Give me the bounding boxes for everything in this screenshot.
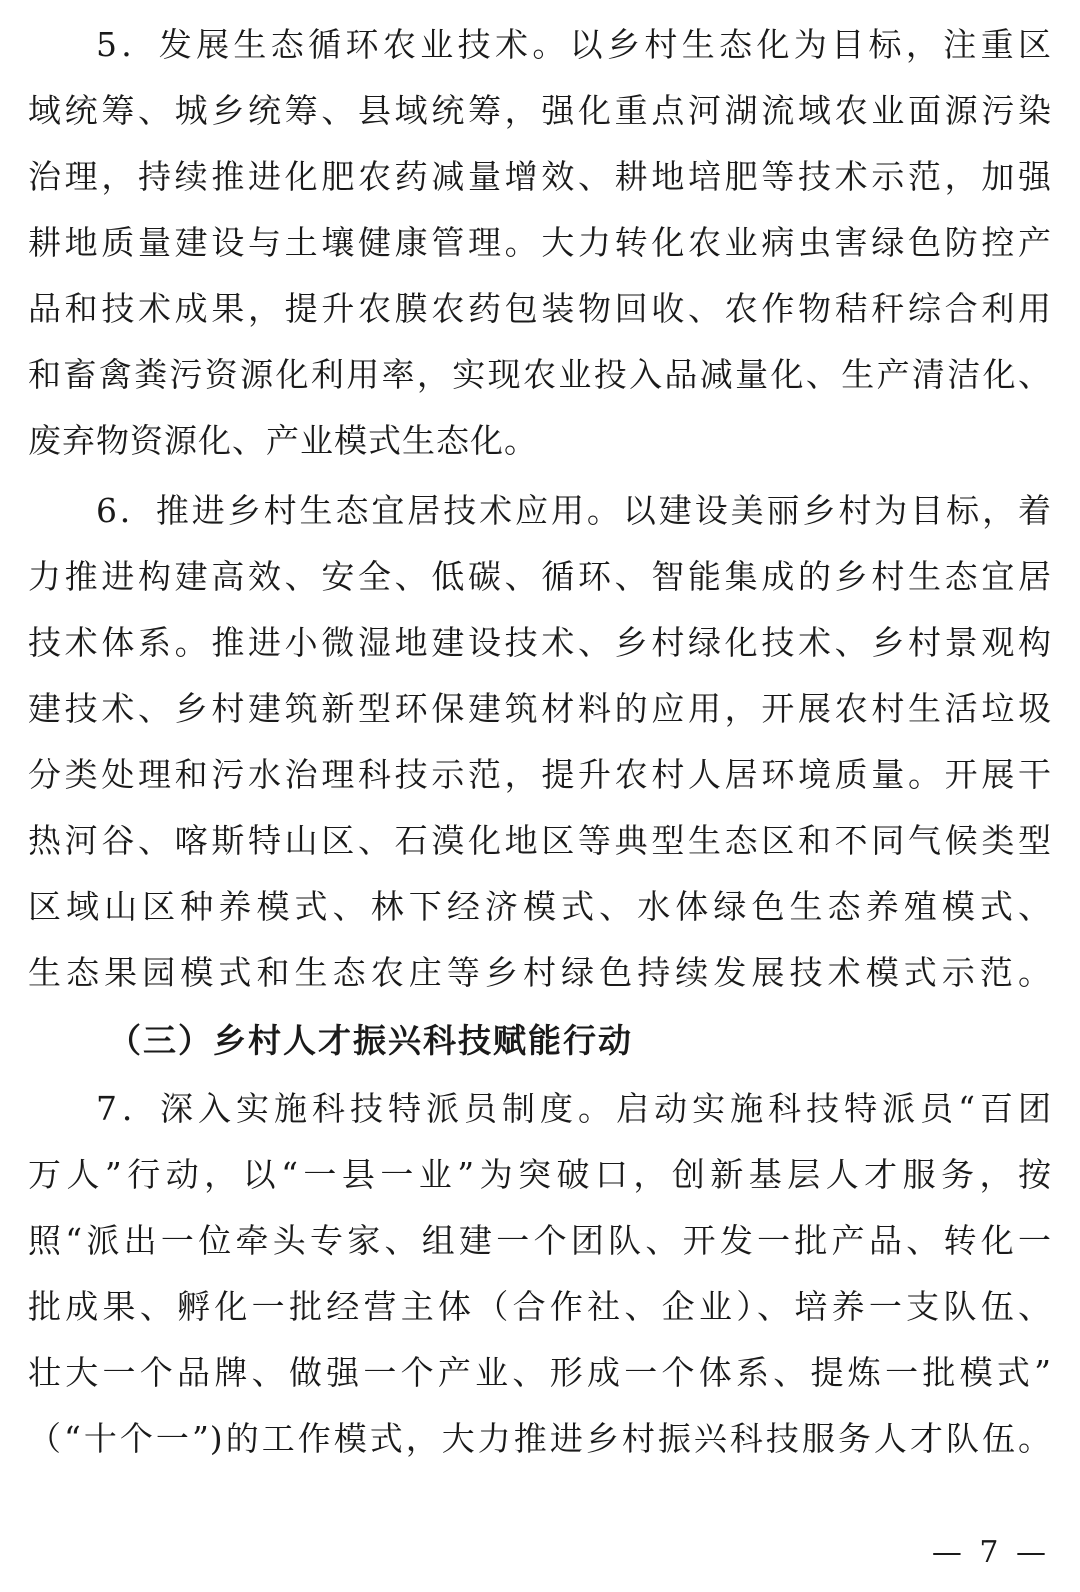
text-line: 建技术、乡村建筑新型环保建筑材料的应用，开展农村生活垃圾 <box>28 689 1052 728</box>
text-line: 技术体系。推进小微湿地建设技术、乡村绿化技术、乡村景观构 <box>28 623 1052 662</box>
text-line: 7．深入实施科技特派员制度。启动实施科技特派员“百团 <box>96 1089 1052 1128</box>
text-line: 废弃物资源化、产业模式生态化。 <box>28 421 538 460</box>
text-line: 壮大一个品牌、做强一个产业、形成一个体系、提炼一批模式” <box>28 1353 1052 1392</box>
text-line: 万人”行动，以“一县一业”为突破口，创新基层人才服务，按 <box>28 1155 1052 1194</box>
text-line: 区域山区种养模式、林下经济模式、水体绿色生态养殖模式、 <box>28 887 1052 926</box>
text-line: 生态果园模式和生态农庄等乡村绿色持续发展技术模式示范。 <box>28 953 1052 992</box>
text-line: 分类处理和污水治理科技示范，提升农村人居环境质量。开展干 <box>28 755 1052 794</box>
page-number: — 7 — <box>931 1535 1050 1570</box>
text-line: 耕地质量建设与土壤健康管理。大力转化农业病虫害绿色防控产 <box>28 223 1052 262</box>
section-heading: （三）乡村人才振兴科技赋能行动 <box>108 1021 633 1060</box>
text-line: 品和技术成果，提升农膜农药包装物回收、农作物秸秆综合利用 <box>28 289 1052 328</box>
text-line: 和畜禽粪污资源化利用率，实现农业投入品减量化、生产清洁化、 <box>28 355 1052 394</box>
text-line: 热河谷、喀斯特山区、石漠化地区等典型生态区和不同气候类型 <box>28 821 1052 860</box>
text-line: 6．推进乡村生态宜居技术应用。以建设美丽乡村为目标，着 <box>96 491 1052 530</box>
text-line: 批成果、孵化一批经营主体（合作社、企业）、培养一支队伍、 <box>28 1287 1052 1326</box>
text-line: 5．发展生态循环农业技术。以乡村生态化为目标，注重区 <box>96 25 1052 64</box>
text-line: 照“派出一位牵头专家、组建一个团队、开发一批产品、转化一 <box>28 1221 1052 1260</box>
text-line: 域统筹、城乡统筹、县域统筹，强化重点河湖流域农业面源污染 <box>28 91 1052 130</box>
text-line: 力推进构建高效、安全、低碳、循环、智能集成的乡村生态宜居 <box>28 557 1052 596</box>
text-line: 治理，持续推进化肥农药减量增效、耕地培肥等技术示范，加强 <box>28 157 1052 196</box>
text-line: （“十个一”)的工作模式，大力推进乡村振兴科技服务人才队伍。 <box>28 1419 1052 1458</box>
